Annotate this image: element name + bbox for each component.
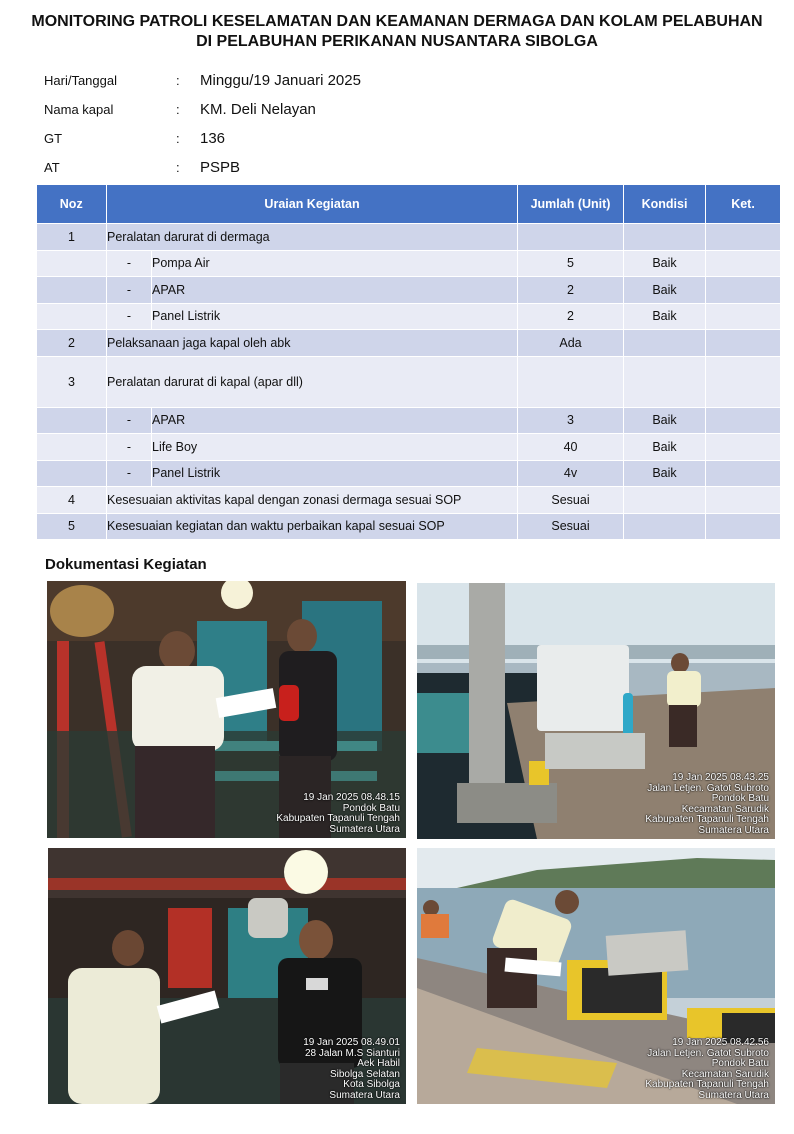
photo-crew-inspection (48, 848, 406, 1104)
row-condition: Baik (624, 277, 706, 304)
table-row (37, 487, 781, 514)
row-description: Peralatan darurat di dermaga (107, 224, 518, 251)
title-line-1: MONITORING PATROLI KESELAMATAN DAN KEAMANAN DERMAGA DAN KOLAM PELABUHAN (31, 13, 763, 30)
row-dash: - (107, 303, 152, 330)
row-notes (706, 224, 781, 251)
row-notes (706, 277, 781, 304)
info-label: GT (44, 131, 63, 146)
stamp-line: 19 Jan 2025 08.49.01 (303, 1037, 400, 1048)
row-description: APAR (152, 407, 518, 434)
row-description: Pelaksanaan jaga kapal oleh abk (107, 330, 518, 357)
stamp-line: Kecamatan Sarudik (681, 803, 769, 815)
row-description: Panel Listrik (152, 303, 518, 330)
info-colon: : (176, 102, 180, 117)
row-notes (706, 303, 781, 330)
photo-dock-panel-check (417, 848, 775, 1104)
stamp-line: Kecamatan Sarudik (681, 1068, 769, 1080)
table-row (37, 303, 781, 330)
row-number (37, 277, 107, 304)
info-value: PSPB (200, 159, 241, 176)
stamp-line: Sumatera Utara (698, 824, 769, 836)
row-description: Peralatan darurat di kapal (apar dll) (107, 356, 518, 407)
row-notes (706, 460, 781, 487)
row-dash: - (107, 407, 152, 434)
row-description: Panel Listrik (152, 460, 518, 487)
row-condition (624, 513, 706, 540)
row-dash: - (107, 434, 152, 461)
info-row (44, 124, 361, 153)
table-row (37, 356, 781, 407)
row-condition: Baik (624, 434, 706, 461)
stamp-line: Sibolga Selatan (329, 1068, 400, 1080)
stamp-line: Pondok Batu (342, 802, 400, 814)
row-quantity: 40 (518, 434, 624, 461)
row-notes (706, 487, 781, 514)
photo-timestamp (645, 1038, 769, 1101)
row-notes (706, 250, 781, 277)
row-description: APAR (152, 277, 518, 304)
header-quantity: Jumlah (Unit) (518, 185, 624, 224)
row-notes (706, 513, 781, 540)
row-quantity: 2 (518, 277, 624, 304)
stamp-line: Pondok Batu (711, 1058, 769, 1069)
table-row (37, 277, 781, 304)
info-value: 136 (200, 130, 226, 147)
row-condition: Baik (624, 303, 706, 330)
row-dash: - (107, 250, 152, 277)
row-notes (706, 330, 781, 357)
row-dash: - (107, 277, 152, 304)
info-value: Minggu/19 Januari 2025 (200, 72, 361, 89)
row-description: Pompa Air (152, 250, 518, 277)
header-condition: Kondisi (624, 185, 706, 224)
row-quantity: Ada (518, 330, 624, 357)
stamp-line: Jalan Letjen. Gatot Subroto (647, 782, 769, 794)
row-number (37, 460, 107, 487)
photo-timestamp (645, 773, 769, 836)
photo-dock-power-panel (417, 583, 775, 839)
row-quantity: 4v (518, 460, 624, 487)
row-quantity: Sesuai (518, 513, 624, 540)
row-condition: Baik (624, 250, 706, 277)
stamp-line: Sumatera Utara (698, 1089, 769, 1101)
stamp-line: Sumatera Utara (329, 823, 400, 835)
info-row (44, 66, 361, 95)
row-number: 4 (37, 487, 107, 514)
row-condition (624, 487, 706, 514)
row-number: 3 (37, 356, 107, 407)
info-label: Nama kapal (44, 102, 114, 117)
stamp-line: Kabupaten Tapanuli Tengah (645, 1079, 769, 1090)
info-colon: : (176, 160, 180, 175)
info-label: AT (44, 160, 60, 175)
stamp-line: 28 Jalan M.S Sianturi (304, 1047, 400, 1059)
activity-table (36, 185, 781, 540)
photo-engine-room-inspection (47, 581, 406, 838)
stamp-line: 19 Jan 2025 08.42.56 (672, 1037, 769, 1048)
table-row (37, 460, 781, 487)
stamp-line: Sumatera Utara (329, 1089, 400, 1101)
row-condition: Baik (624, 407, 706, 434)
header-description: Uraian Kegiatan (107, 185, 518, 224)
stamp-line: Pondok Batu (711, 793, 769, 804)
stamp-line: Kabupaten Tapanuli Tengah (276, 813, 400, 824)
row-number: 1 (37, 224, 107, 251)
table-row (37, 224, 781, 251)
row-number (37, 303, 107, 330)
row-dash: - (107, 460, 152, 487)
row-condition: Baik (624, 460, 706, 487)
row-quantity: Sesuai (518, 487, 624, 514)
row-condition (624, 224, 706, 251)
row-description: Kesesuaian aktivitas kapal dengan zonasi dermaga sesuai SOP (107, 487, 518, 514)
stamp-line: Jalan Letjen. Gatot Subroto (647, 1047, 769, 1059)
row-notes (706, 407, 781, 434)
row-condition (624, 330, 706, 357)
row-notes (706, 356, 781, 407)
table-row (37, 330, 781, 357)
table-row (37, 407, 781, 434)
row-description: Life Boy (152, 434, 518, 461)
table-row (37, 434, 781, 461)
row-quantity: 5 (518, 250, 624, 277)
info-row (44, 95, 361, 124)
stamp-line: 19 Jan 2025 08.48.15 (303, 792, 400, 803)
table-header-row (37, 185, 781, 224)
info-row (44, 153, 361, 182)
stamp-line: Aek Habil (357, 1058, 400, 1069)
photo-timestamp (276, 793, 400, 835)
row-number: 2 (37, 330, 107, 357)
row-quantity (518, 356, 624, 407)
stamp-line: Kabupaten Tapanuli Tengah (645, 814, 769, 825)
row-number (37, 250, 107, 277)
photo-timestamp (303, 1038, 400, 1101)
row-condition (624, 356, 706, 407)
title-line-2: DI PELABUHAN PERIKANAN NUSANTARA SIBOLGA (196, 33, 598, 50)
row-number (37, 434, 107, 461)
header-no: Noz (37, 185, 107, 224)
table-row (37, 513, 781, 540)
document-title (0, 12, 794, 52)
info-value: KM. Deli Nelayan (200, 101, 316, 118)
row-description: Kesesuaian kegiatan dan waktu perbaikan kapal sesuai SOP (107, 513, 518, 540)
stamp-line: 19 Jan 2025 08.43.25 (672, 772, 769, 783)
row-quantity (518, 224, 624, 251)
info-block (44, 66, 361, 182)
section-title: Dokumentasi Kegiatan (45, 556, 207, 573)
header-notes: Ket. (706, 185, 781, 224)
row-number: 5 (37, 513, 107, 540)
row-quantity: 2 (518, 303, 624, 330)
row-notes (706, 434, 781, 461)
stamp-line: Kota Sibolga (343, 1079, 400, 1090)
table-row (37, 250, 781, 277)
row-number (37, 407, 107, 434)
row-quantity: 3 (518, 407, 624, 434)
info-colon: : (176, 73, 180, 88)
info-label: Hari/Tanggal (44, 73, 117, 88)
info-colon: : (176, 131, 180, 146)
